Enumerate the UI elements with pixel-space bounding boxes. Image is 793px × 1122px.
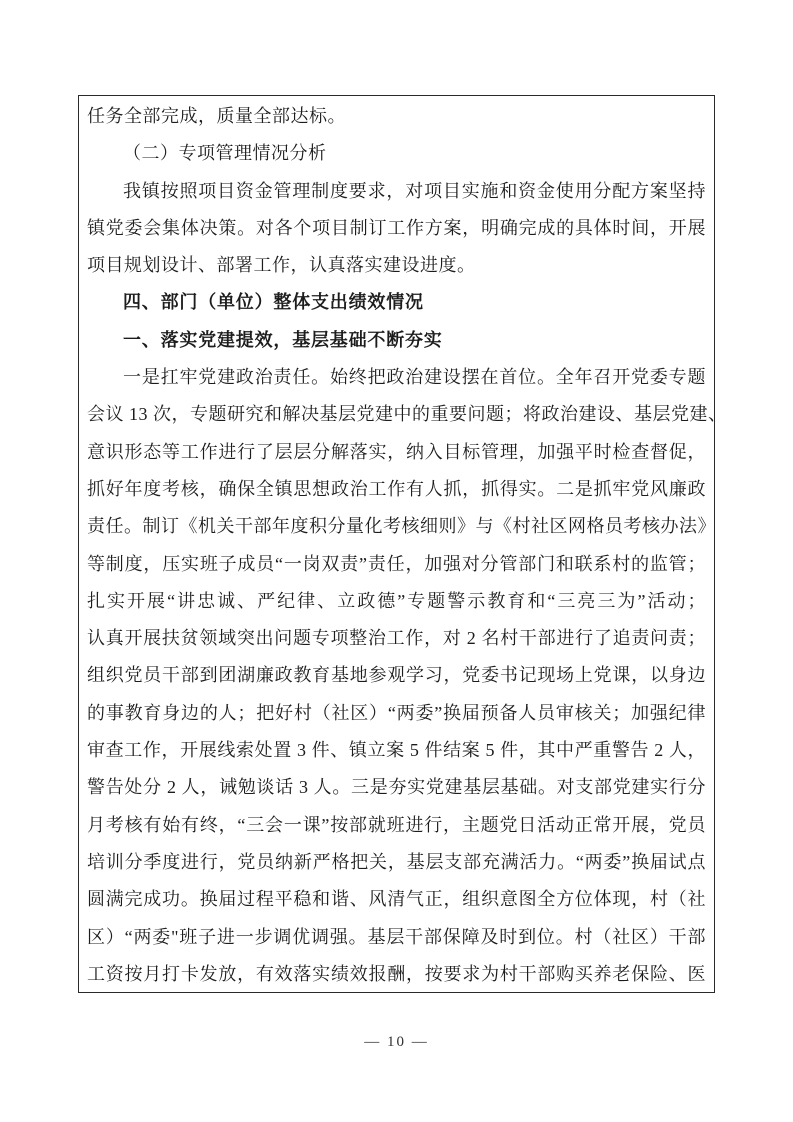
text-line-content: 培训分季度进行，党员纳新严格把关，基层支部充满活力。“两委”换届试点 — [87, 851, 706, 872]
text-line — [87, 769, 706, 806]
text-line-content: 四、部门（单位）整体支出绩效情况 — [123, 292, 424, 313]
text-line — [87, 844, 706, 881]
document-body-frame — [78, 95, 727, 993]
text-line-content: 抓好年度考核，确保全镇思想政治工作有人抓，抓得实。二是抓牢党风廉政 — [87, 478, 706, 499]
text-line — [87, 919, 706, 956]
text-line-content: 任务全部完成，质量全部达标。 — [87, 106, 346, 126]
text-line — [87, 396, 727, 433]
text-line — [87, 508, 716, 545]
text-line-content: 圆满完成功。换届过程平稳和谐、风清气正，组织意图全方位体现，村（社 — [87, 889, 706, 910]
text-line — [87, 620, 706, 657]
text-line-content: 警告处分 2 人，诫勉谈话 3 人。三是夯实党建基层基础。对支部党建实行分 — [87, 777, 706, 798]
text-line — [87, 284, 706, 321]
text-line-content: 扎实开展“讲忠诚、严纪律、立政德”专题警示教育和“三亮三为”活动； — [87, 590, 706, 611]
text-line — [87, 807, 706, 844]
text-line — [87, 956, 706, 993]
text-line-content: （二）专项管理情况分析 — [123, 143, 327, 164]
page-number: — 10 — — [364, 1034, 429, 1050]
text-line — [87, 471, 706, 508]
text-line-content: 等制度，压实班子成员“一岗双责”责任，加强对分管部门和联系村的监管； — [87, 553, 706, 574]
text-line-content: 认真开展扶贫领域突出问题专项整治工作，对 2 名村干部进行了追责问责； — [87, 628, 706, 649]
text-line-content: 区）“两委"班子进一步调优调强。基层干部保障及时到位。村（社区）干部 — [87, 926, 706, 947]
text-line — [87, 135, 706, 172]
text-line — [87, 732, 706, 769]
text-line — [87, 583, 706, 620]
text-line — [87, 247, 706, 284]
text-line — [87, 881, 706, 918]
text-line-content: 一是扛牢党建政治责任。始终把政治建设摆在首位。全年召开党委专题 — [123, 367, 706, 388]
text-line — [87, 322, 706, 359]
text-line — [87, 98, 706, 135]
text-line — [87, 434, 706, 471]
text-line-content: 责任。制订《机关干部年度积分量化考核细则》与《村社区网格员考核办法》 — [87, 516, 716, 537]
text-line — [87, 695, 706, 732]
text-line-content: 月考核有始有终，“三会一课”按部就班进行，主题党日活动正常开展，党员 — [87, 814, 706, 835]
text-line-content: 我镇按照项目资金管理制度要求，对项目实施和资金使用分配方案坚持 — [123, 180, 706, 201]
text-line-content: 项目规划设计、部署工作，认真落实建设进度。 — [87, 255, 476, 276]
text-line-content: 的事教育身边的人；把好村（社区）“两委”换届预备人员审核关；加强纪律 — [87, 702, 706, 723]
text-line — [87, 359, 706, 396]
text-line-content: 组织党员干部到团湖廉政教育基地参观学习，党委书记现场上党课，以身边 — [87, 665, 706, 686]
text-line-content: 审查工作，开展线索处置 3 件、镇立案 5 件结案 5 件，其中严重警告 2 人， — [87, 740, 706, 761]
text-line — [87, 657, 706, 694]
text-line-content: 会议 13 次，专题研究和解决基层党建中的重要问题；将政治建设、基层党建、 — [87, 404, 727, 425]
text-line — [87, 210, 706, 247]
text-line — [87, 173, 706, 210]
text-line-content: 工资按月打卡发放，有效落实绩效报酬，按要求为村干部购买养老保险、医 — [87, 963, 706, 984]
text-line-content: 意识形态等工作进行了层层分解落实，纳入目标管理，加强平时检查督促， — [87, 441, 706, 462]
text-line — [87, 546, 706, 583]
text-line-content: 镇党委会集体决策。对各个项目制订工作方案，明确完成的具体时间，开展 — [87, 217, 706, 238]
text-line-content: 一、落实党建提效，基层基础不断夯实 — [123, 329, 443, 350]
